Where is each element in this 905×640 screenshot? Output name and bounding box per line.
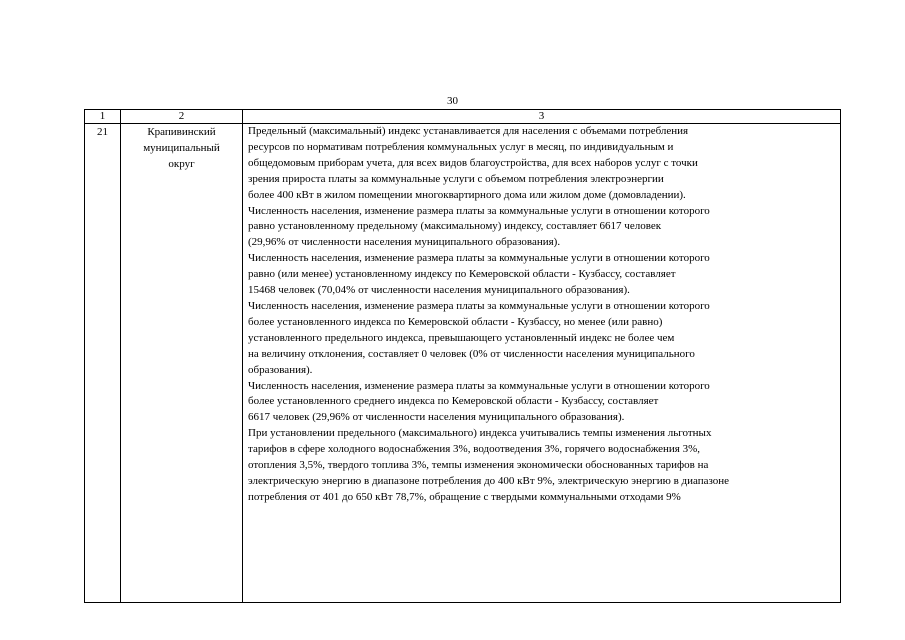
description-line: зрения прироста платы за коммунальные услуги с объемом потребления электроэнергии — [248, 172, 664, 185]
column-header-3: 3 — [243, 110, 841, 124]
index-description — [243, 124, 841, 603]
description-line: Предельный (максимальный) индекс устанавливается для населения с объемами потребления — [248, 125, 689, 137]
description-line: равно (или менее) установленному индексу по Кемеровской области - Кузбассу, составляет — [248, 268, 676, 281]
column-header-2: 2 — [121, 110, 243, 124]
description-line: электрическую энергию в диапазоне потребления до 400 кВт 9%, электрическую энергию в диапазоне — [248, 474, 730, 487]
municipality-name-line: муниципальный — [143, 142, 220, 154]
row-number: 21 — [85, 124, 121, 603]
column-header-1: 1 — [85, 110, 121, 124]
description-line: тарифов в сфере холодного водоснабжения 3%, водоотведения 3%, горячего водоснабжения 3%, — [248, 443, 701, 456]
municipality-name — [121, 124, 243, 603]
municipality-name-line: округ — [168, 158, 195, 170]
description-line: Численность населения, изменение размера платы за коммунальные услуги в отношении которого — [248, 204, 710, 217]
description-line: Численность населения, изменение размера платы за коммунальные услуги в отношении которого — [248, 379, 710, 392]
description-line: на величину отклонения, составляет 0 человек (0% от численности населения муниципального — [248, 347, 695, 360]
description-line: равно установленному предельному (максимальному) индексу, составляет 6617 человек — [248, 220, 662, 233]
description-line: 15468 человек (70,04% от численности населения муниципального образования). — [248, 284, 630, 297]
description-line: потребления от 401 до 650 кВт 78,7%, обращение с твердыми коммунальными отходами 9% — [248, 490, 681, 503]
description-line: установленного предельного индекса, превышающего установленный индекс не более чем — [248, 331, 675, 344]
description-line: более 400 кВт в жилом помещении многоквартирного дома или жилом доме (домовладении). — [248, 188, 686, 201]
description-line: отопления 3,5%, твердого топлива 3%, темпы изменения экономически обоснованных тарифов на — [248, 459, 709, 472]
description-line: Численность населения, изменение размера платы за коммунальные услуги в отношении которого — [248, 299, 710, 312]
description-line: общедомовым приборам учета, для всех видов благоустройства, для всех наборов услуг с точки — [248, 156, 698, 169]
description-line: Численность населения, изменение размера платы за коммунальные услуги в отношении которого — [248, 252, 710, 265]
index-table — [84, 109, 841, 603]
description-line: При установлении предельного (максимального) индекса учитывались темпы изменения льготных — [248, 427, 712, 440]
description-line: более установленного индекса по Кемеровской области - Кузбассу, но менее (или равно) — [248, 315, 663, 328]
description-line: (29,96% от численности населения муниципального образования). — [248, 236, 561, 249]
page-number: 30 — [447, 95, 458, 107]
description-line: более установленного среднего индекса по Кемеровской области - Кузбассу, составляет — [248, 395, 659, 408]
table-row — [85, 124, 841, 603]
description-line: 6617 человек (29,96% от численности населения муниципального образования). — [248, 411, 625, 424]
description-line: образования). — [248, 363, 313, 376]
table-header-row — [85, 110, 841, 124]
description-line: ресурсов по нормативам потребления коммунальных услуг в месяц, по индивидуальным и — [248, 140, 674, 153]
municipality-name-line: Крапивинский — [147, 126, 216, 138]
